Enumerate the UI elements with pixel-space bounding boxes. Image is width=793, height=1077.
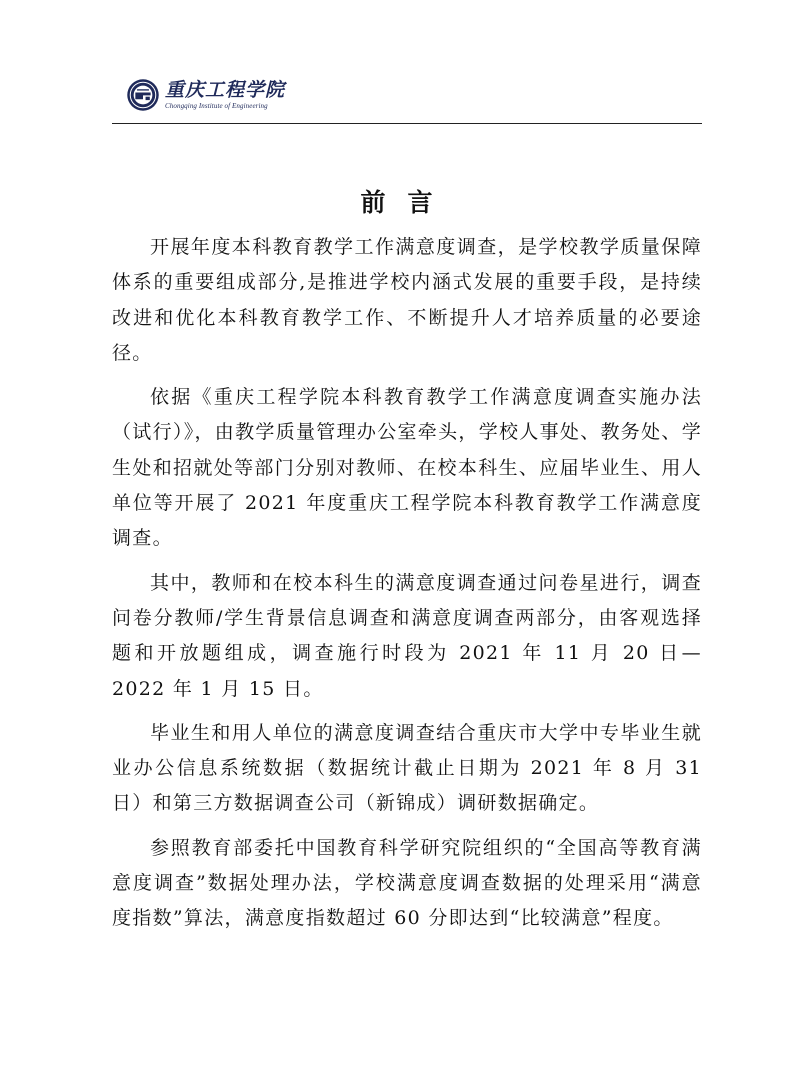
page-title: 前言 bbox=[360, 188, 455, 217]
body-content bbox=[112, 230, 702, 946]
logo-text bbox=[165, 78, 286, 110]
paragraph: 参照教育部委托中国教育科学研究院组织的“全国高等教育满意度调查”数据处理办法，学校满意度调查数据的处理采用“满意度指数”算法，满意度指数超过 60 分即达到“比较满意”程度。 bbox=[112, 836, 702, 930]
school-logo bbox=[126, 78, 285, 112]
paragraph: 依据《重庆工程学院本科教育教学工作满意度调查实施办法（试行）》，由教学质量管理办公室牵头，学校人事处、教务处、学生处和招就处等部门分别对教师、在校本科生、应届毕业生、用人单位等开展了 2021 年度重庆工程学院本科教育教学工作满意度调查。 bbox=[112, 386, 703, 550]
school-emblem-icon bbox=[126, 78, 160, 112]
paragraph: 其中，教师和在校本科生的满意度调查通过问卷星进行，调查问卷分教师/学生背景信息调查和满意度调查两部分，由客观选择题和开放题组成，调查施行时段为 2021 年 11 月 20 日—2022 年 1 月 15 日。 bbox=[112, 571, 702, 700]
paragraph: 开展年度本科教育教学工作满意度调查，是学校教学质量保障体系的重要组成部分,是推进学校内涵式发展的重要手段，是持续改进和优化本科教育教学工作、不断提升人才培养质量的必要途径。 bbox=[112, 236, 702, 364]
header-divider bbox=[112, 123, 702, 124]
page-header bbox=[112, 68, 702, 124]
paragraph: 毕业生和用人单位的满意度调查结合重庆市大学中专毕业生就业办公信息系统数据（数据统计截止日期为 2021 年 8 月 31 日）和第三方数据调查公司（新锦成）调研数据确定。 bbox=[112, 721, 702, 815]
logo-chinese-name: 重庆工程学院 bbox=[165, 78, 286, 101]
logo-english-name: Chongqing Institute of Engineering bbox=[165, 101, 268, 110]
